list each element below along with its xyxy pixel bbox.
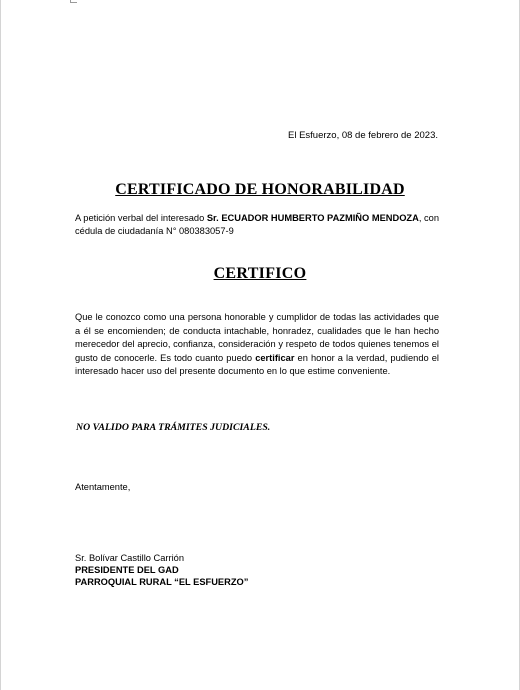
signer-name: Sr. Bolívar Castillo Carrión: [75, 553, 185, 563]
document-title: CERTIFICADO DE HONORABILIDAD: [115, 181, 405, 198]
certify-heading: CERTIFICO: [213, 265, 307, 282]
body-part-2: en honor a la verdad, pudiendo el interesado hacer uso del presente documento en lo que estime conveniente.: [75, 352, 439, 376]
interested-party-name: Sr. ECUADOR HUMBERTO PAZMIÑO MENDOZA: [206, 213, 419, 223]
body-emphasis: certificar: [255, 352, 295, 363]
closing-line: Atentamente,: [75, 482, 131, 492]
signer-position: PRESIDENTE DEL GAD: [75, 564, 179, 575]
date-line: El Esfuerzo, 08 de febrero de 2023.: [288, 130, 438, 141]
intro-prefix: A petición verbal del interesado: [75, 213, 207, 223]
signer-institution: PARROQUIAL RURAL “EL ESFUERZO”: [75, 576, 249, 587]
intro-paragraph: [75, 212, 439, 238]
body-part-1: Que le conozco como una persona honorable y cumplidor de todas las actividades que a él se encomienden; de conducta intachable, honradez, cualidades que le han hecho merecedor del aprecio, confianza, consideración y respeto de todos quienes tenemos el gusto de conocerle. Es todo cuanto puedo: [75, 312, 439, 363]
signature-block: [75, 553, 248, 588]
validity-notice: NO VALIDO PARA TRÁMITES JUDICIALES.: [76, 422, 271, 433]
intro-suffix: , con cédula de ciudadanía N° 080383057-9: [75, 213, 439, 236]
body-paragraph: [75, 311, 439, 379]
